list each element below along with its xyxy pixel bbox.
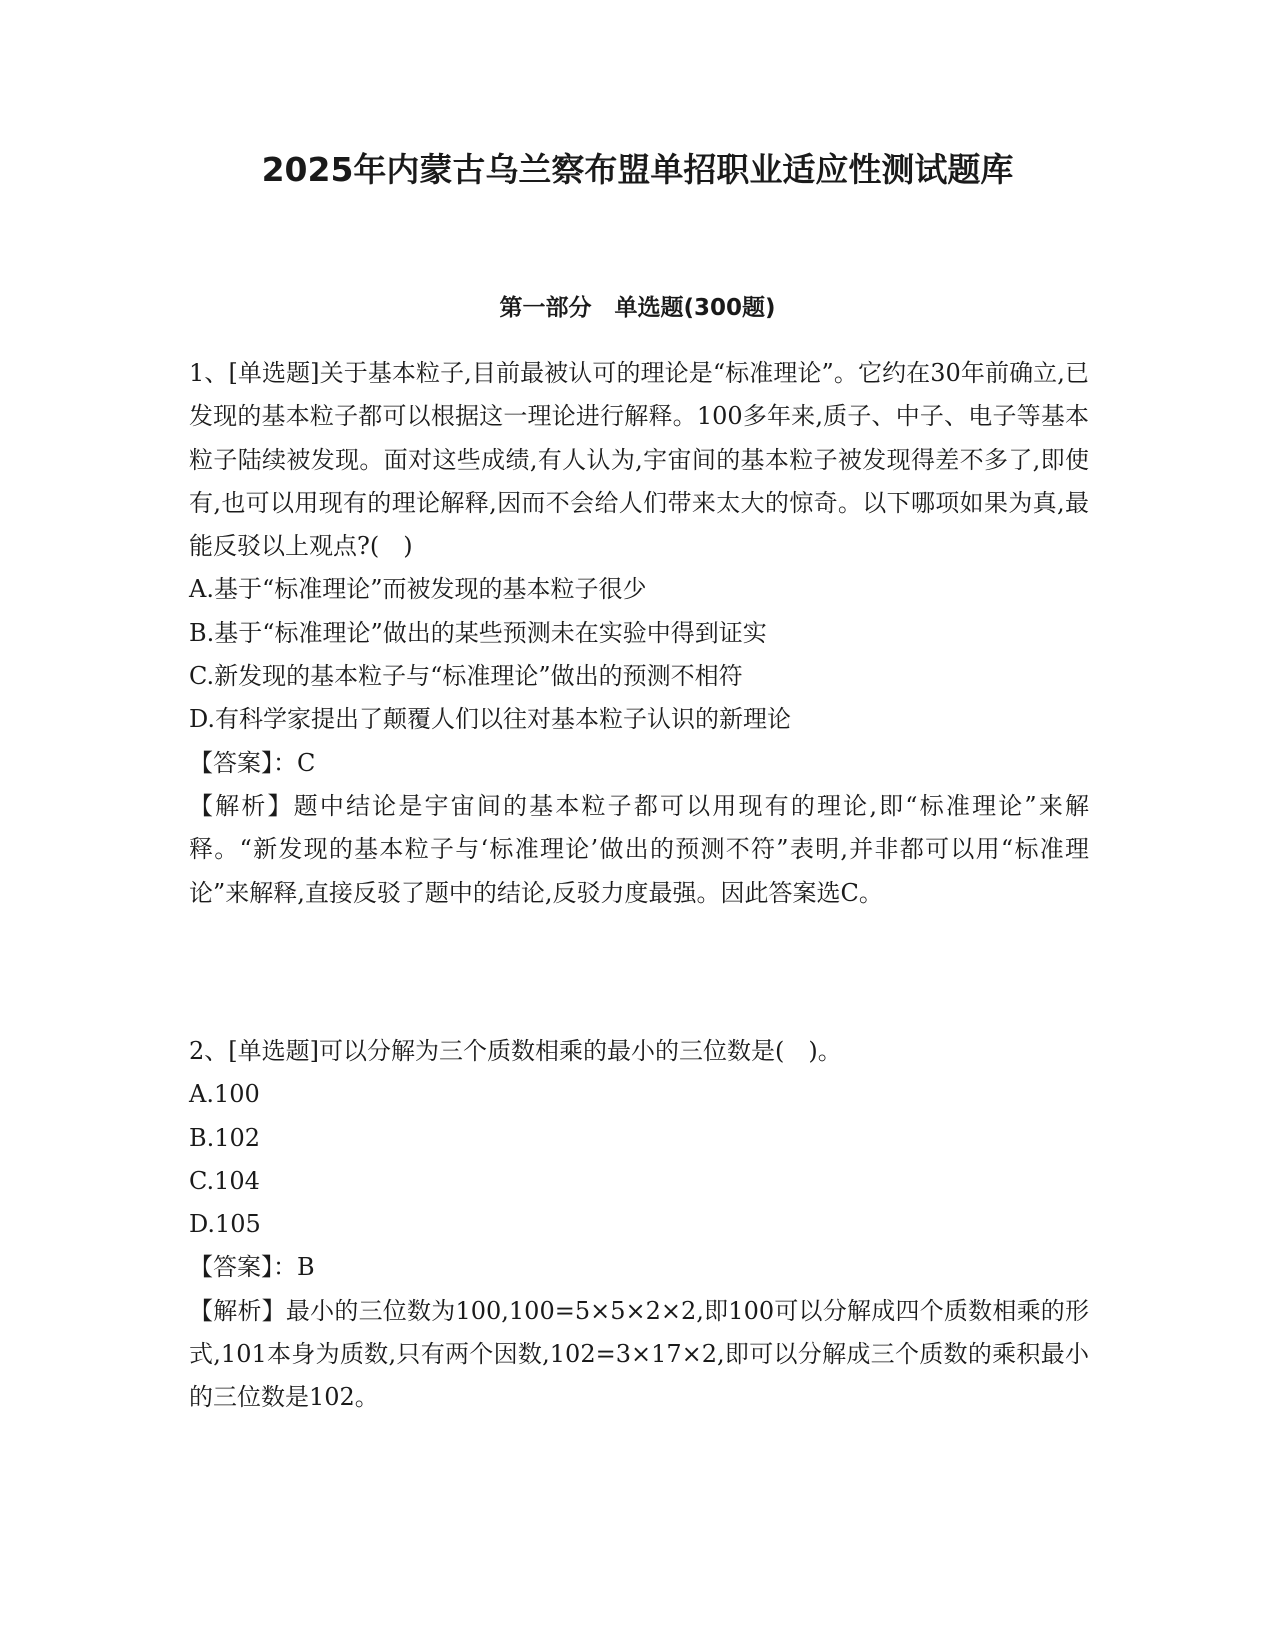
answer-line — [189, 1246, 1089, 1289]
document-title: 2025年内蒙古乌兰察布盟单招职业适应性测试题库 — [261, 150, 1014, 189]
option-b: B.基于“标准理论”做出的某些预测未在实验中得到证实 — [189, 618, 767, 647]
option-a: A.基于“标准理论”而被发现的基本粒子很少 — [189, 575, 647, 604]
analysis-line — [189, 785, 1089, 915]
option-a: A.100 — [189, 1080, 260, 1109]
question-1 — [189, 352, 1089, 915]
option-c: C.104 — [189, 1166, 260, 1195]
question-2 — [189, 1030, 1089, 1420]
option-b: B.102 — [189, 1123, 261, 1152]
analysis-text: 题中结论是宇宙间的基本粒子都可以用现有的理论,即“标准理论”来解释。“新发现的基本粒子与‘标准理论’做出的预测不符”表明,并非都可以用“标准理论”来解释,直接反驳了题中的结论,反驳力度最强。因此答案选C。 — [189, 791, 1089, 907]
answer-label: 【答案】 — [189, 748, 273, 777]
question-stem: 2、[单选题]可以分解为三个质数相乘的最小的三位数是( )。 — [189, 1037, 842, 1065]
answer-value: ：C — [273, 748, 316, 777]
analysis-label: 【解析】 — [189, 791, 294, 820]
option-d: D.有科学家提出了颠覆人们以往对基本粒子认识的新理论 — [189, 705, 792, 734]
answer-line — [189, 742, 1089, 785]
question-stem: 1、[单选题]关于基本粒子,目前最被认可的理论是“标准理论”。它约在30年前确立,已发现的基本粒子都可以根据这一理论进行解释。100多年来,质子、中子、电子等基本粒子陆续被发现。面对这些成绩,有人认为,宇宙间的基本粒子被发现得差不多了,即使有,也可以用现有的理论解释,因而不会给人们带来太大的惊奇。以下哪项如果为真,最能反驳以上观点?( ) — [189, 359, 1089, 561]
option-d: D.105 — [189, 1210, 261, 1239]
answer-label: 【答案】 — [189, 1253, 273, 1282]
answer-value: ：B — [273, 1253, 315, 1282]
option-c: C.新发现的基本粒子与“标准理论”做出的预测不相符 — [189, 662, 743, 691]
section-title: 第一部分 单选题(300题) — [499, 295, 776, 321]
analysis-line — [189, 1290, 1089, 1420]
analysis-text: 最小的三位数为100,100=5×5×2×2,即100可以分解成四个质数相乘的形式,101本身为质数,只有两个因数,102=3×17×2,即可以分解成三个质数的乘积最小的三位数是102。 — [189, 1296, 1090, 1412]
analysis-label: 【解析】 — [189, 1296, 286, 1325]
